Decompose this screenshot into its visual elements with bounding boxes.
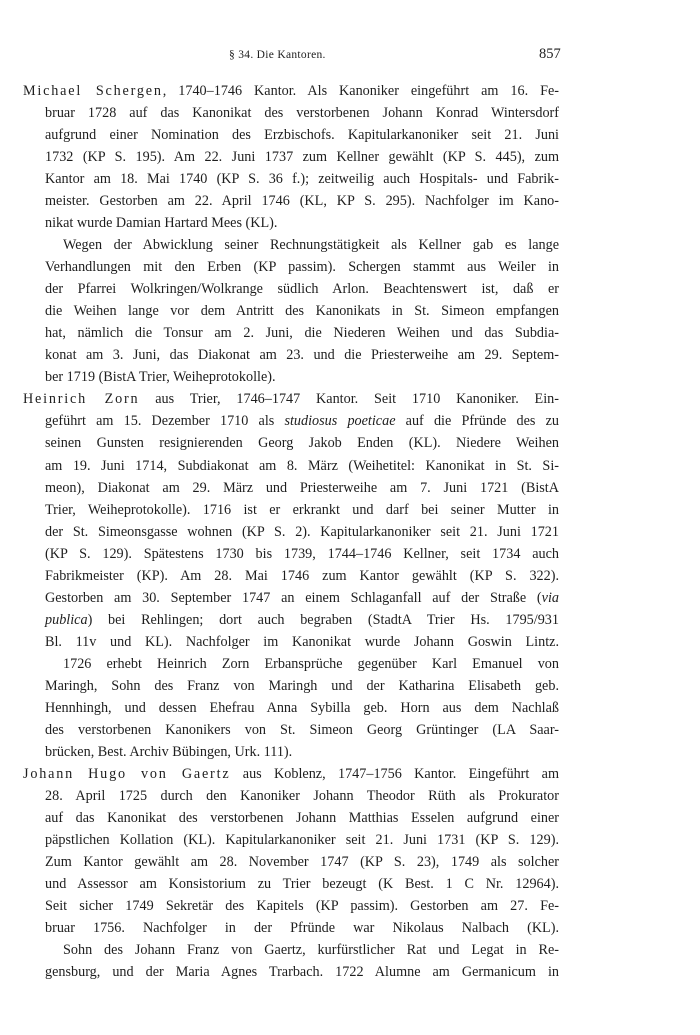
text-line <box>63 653 559 675</box>
text-line <box>45 300 559 322</box>
line-text: hat, nämlich die Tonsur am 2. Juni, die Niederen Weihen und das Subdia- <box>45 325 559 341</box>
line-text: gensburg, und der Maria Agnes Trarbach. 1722 Alumne am Germanicum in <box>45 964 559 980</box>
line-text: bruar 1756. Nachfolger in der Pfründe war Nikolaus Nalbach (KL). <box>45 920 559 936</box>
line-text: Fabrikmeister (KP). Am 28. Mai 1746 zum Kantor gewählt (KP S. 322). <box>45 568 559 584</box>
line-text: bruar 1728 auf das Kanonikat des verstorbenen Johann Konrad Wintersdorf <box>45 105 559 121</box>
text-line <box>45 212 559 234</box>
text-line <box>63 939 559 961</box>
text-line <box>45 168 559 190</box>
italic-term: via <box>541 590 559 606</box>
text-line <box>45 477 559 499</box>
text-line <box>45 829 559 851</box>
line-text: und Assessor am Konsistorium zu Trier bezeugt (K Best. 1 C Nr. 12964). <box>45 876 559 892</box>
text-line <box>23 388 559 410</box>
line-text: ber 1719 (BistA Trier, Weiheprotokolle). <box>45 369 276 385</box>
text-line <box>45 741 559 763</box>
line-text: des verstorbenen Kanonikers von St. Simeon Georg Grüntinger (LA Saar- <box>45 722 559 738</box>
line-text: 28. April 1725 durch den Kanoniker Johann Theodor Rüth als Prokurator <box>45 788 559 804</box>
text-line <box>45 256 559 278</box>
entry-name: Heinrich Zorn <box>23 391 140 407</box>
line-text: auf das Kanonikat des verstorbenen Johann Matthias Esselen aufgrund einer <box>45 810 559 826</box>
text-line <box>45 190 559 212</box>
line-text: Gestorben am 30. September 1747 an einem Schlaganfall auf der Straße ( <box>45 590 542 606</box>
line-text: die Weihen lange vor dem Antritt des Kanonikats in St. Simeon empfangen <box>45 303 559 319</box>
text-line <box>45 432 559 454</box>
running-head: § 34. Die Kantoren. <box>229 49 326 61</box>
line-text: ) bei Rehlingen; dort auch begraben (StadtA Trier Hs. 1795/931 <box>87 612 559 628</box>
entry-name: Michael Schergen <box>23 83 163 99</box>
text-line <box>45 565 559 587</box>
line-text: , 1740–1746 Kantor. Als Kanoniker eingeführt am 16. Fe- <box>162 83 559 99</box>
line-text: Maringh, Sohn des Franz von Maringh und der Katharina Elisabeth geb. <box>45 678 559 694</box>
line-text: Seit sicher 1749 Sekretär des Kapitels (KP passim). Gestorben am 27. Fe- <box>45 898 559 914</box>
text-line <box>45 961 559 983</box>
text-line <box>45 410 559 432</box>
italic-term: studiosus poeticae <box>284 413 396 429</box>
text-line <box>45 917 559 939</box>
line-text: aufgrund einer Nomination des Erzbischofs. Kapitularkanoniker seit 21. Juni <box>45 127 559 143</box>
text-line <box>45 499 559 521</box>
line-text: (KP S. 129). Spätestens 1730 bis 1739, 1744–1746 Kellner, seit 1734 auch <box>45 546 559 562</box>
text-line <box>45 631 559 653</box>
text-line <box>45 366 559 388</box>
line-text: Verhandlungen mit den Erben (KP passim). Schergen stammt aus Weiler in <box>45 259 559 275</box>
line-text: der Pfarrei Wolkringen/Wolkrange südlich Arlon. Beachtenswert ist, daß er <box>45 281 559 297</box>
text-line <box>45 543 559 565</box>
page-number: 857 <box>539 46 561 62</box>
line-text: aus Koblenz, 1747–1756 Kantor. Eingeführt am <box>230 766 560 782</box>
line-text: 1726 erhebt Heinrich Zorn Erbansprüche gegenüber Karl Emanuel von <box>63 656 559 672</box>
text-line <box>23 763 559 785</box>
line-text: Kantor am 18. Mai 1740 (KP S. 36 f.); zeitweilig auch Hospitals- und Fabrik- <box>45 171 559 187</box>
page-header <box>0 46 700 66</box>
text-line <box>45 521 559 543</box>
entry-name: Johann Hugo von Gaertz <box>23 766 231 782</box>
line-text: meon), Diakonat am 29. März und Priesterweihe am 7. Juni 1721 (BistA <box>45 480 559 496</box>
line-text: Sohn des Johann Franz von Gaertz, kurfürstlicher Rat und Legat in Re- <box>63 942 559 958</box>
text-line <box>23 80 559 102</box>
text-line <box>45 455 559 477</box>
text-line <box>45 322 559 344</box>
italic-term: publica <box>45 612 88 628</box>
text-line <box>45 785 559 807</box>
text-line <box>45 609 559 631</box>
line-text: geführt am 15. Dezember 1710 als <box>45 413 275 429</box>
text-line <box>45 697 559 719</box>
text-line <box>45 895 559 917</box>
line-text: päpstlichen Kollation (KL). Kapitularkanoniker seit 21. Juni 1731 (KP S. 129). <box>45 832 559 848</box>
line-text: Hennhingh, und dessen Ehefrau Anna Sybilla geb. Horn aus dem Nachlaß <box>45 700 559 716</box>
text-line <box>45 851 559 873</box>
line-text: 1732 (KP S. 195). Am 22. Juni 1737 zum Kellner gewählt (KP S. 445), zum <box>45 149 559 165</box>
line-text: auf die Pfründe des zu <box>395 413 559 429</box>
text-line <box>45 102 559 124</box>
line-text: seinen Gunsten resignierenden Georg Jakob Enden (KL). Niedere Weihen <box>45 435 559 451</box>
line-text: Zum Kantor gewählt am 28. November 1747 (KP S. 23), 1749 als solcher <box>45 854 559 870</box>
line-text: Bl. 11v und KL). Nachfolger im Kanonikat wurde Johann Goswin Lintz. <box>45 634 559 650</box>
text-line <box>45 278 559 300</box>
line-text: am 19. Juni 1714, Subdiakonat am 8. März (Weihetitel: Kanonikat in St. Si- <box>45 458 559 474</box>
line-text: Trier, Weiheprotokolle). 1716 ist er erkrankt und darf bei seiner Mutter in <box>45 502 559 518</box>
line-text: der St. Simeonsgasse wohnen (KP S. 2). Kapitularkanoniker seit 21. Juni 1721 <box>45 524 559 540</box>
text-line <box>45 124 559 146</box>
text-line <box>45 719 559 741</box>
text-line <box>45 146 559 168</box>
line-text: meister. Gestorben am 22. April 1746 (KL, KP S. 295). Nachfolger im Kano- <box>45 193 559 209</box>
text-line <box>45 675 559 697</box>
text-line <box>63 234 559 256</box>
text-line <box>45 587 559 609</box>
line-text: Wegen der Abwicklung seiner Rechnungstätigkeit als Kellner gab es lange <box>63 237 559 253</box>
line-text: konat am 3. Juni, das Diakonat am 23. und die Priesterweihe am 29. Septem- <box>45 347 559 363</box>
line-text: brücken, Best. Archiv Bübingen, Urk. 111). <box>45 744 293 760</box>
line-text: nikat wurde Damian Hartard Mees (KL). <box>45 215 278 231</box>
line-text: aus Trier, 1746–1747 Kantor. Seit 1710 Kanoniker. Ein- <box>139 391 559 407</box>
text-line <box>45 807 559 829</box>
text-line <box>45 344 559 366</box>
text-line <box>45 873 559 895</box>
